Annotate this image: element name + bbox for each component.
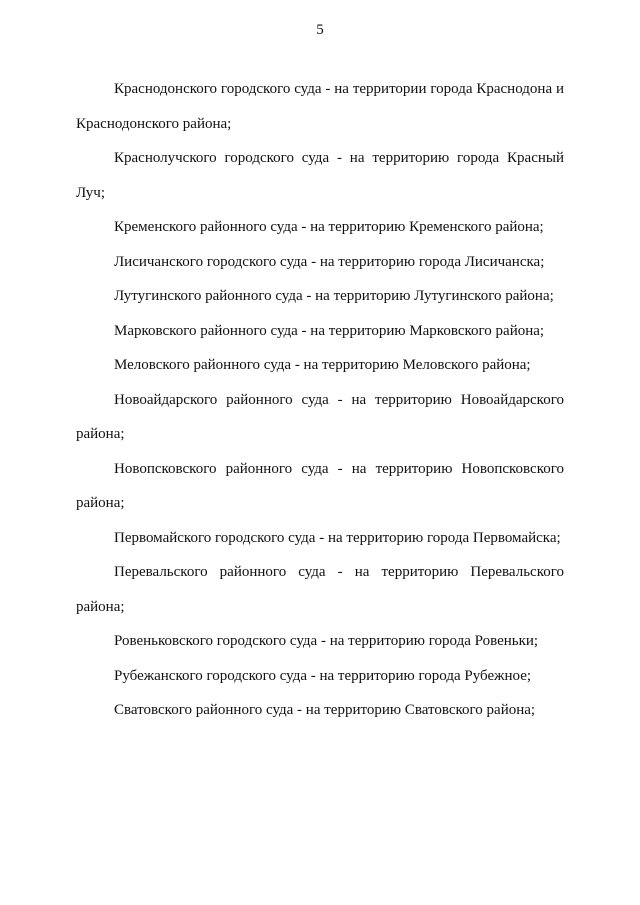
page-number: 5 (316, 22, 324, 38)
paragraph-novopskov-court: Новопсковского районного суда - на территорию Новопсковского района; (76, 460, 564, 511)
paragraph-krasnodon-court: Краснодонского городского суда - на территории города Краснодона и Краснодонского района; (76, 81, 564, 132)
paragraph-krasnyi-luch-court: Краснолучского городского суда - на территорию города Красный Луч; (76, 150, 564, 201)
paragraph-novoaidar-court: Новоайдарского районного суда - на территорию Новоайдарского района; (76, 391, 564, 442)
document-body (76, 72, 564, 728)
paragraph-kremennaya-court: Кременского районного суда - на территорию Кременского района; (114, 219, 544, 235)
paragraph-svatovo-court: Сватовского районного суда - на территорию Сватовского района; (114, 702, 536, 718)
paragraph-lutugino-court: Лутугинского районного суда - на территорию Лутугинского района; (114, 288, 554, 304)
paragraph-rovenki-court: Ровеньковского городского суда - на территорию города Ровеньки; (114, 633, 539, 649)
paragraph-perevalsk-court: Перевальского районного суда - на территорию Перевальского района; (76, 564, 564, 615)
paragraph-melovoe-court: Меловского районного суда - на территорию Меловского района; (114, 357, 531, 373)
paragraph-markovka-court: Марковского районного суда - на территорию Марковского района; (114, 322, 545, 339)
paragraph-lisichansk-court: Лисичанского городского суда - на территорию города Лисичанска; (114, 253, 545, 270)
paragraph-rubezhnoe-court: Рубежанского городского суда - на территорию города Рубежное; (114, 667, 532, 684)
paragraph-pervomaisk-court: Первомайского городского суда - на территорию города Первомайска; (114, 529, 561, 546)
